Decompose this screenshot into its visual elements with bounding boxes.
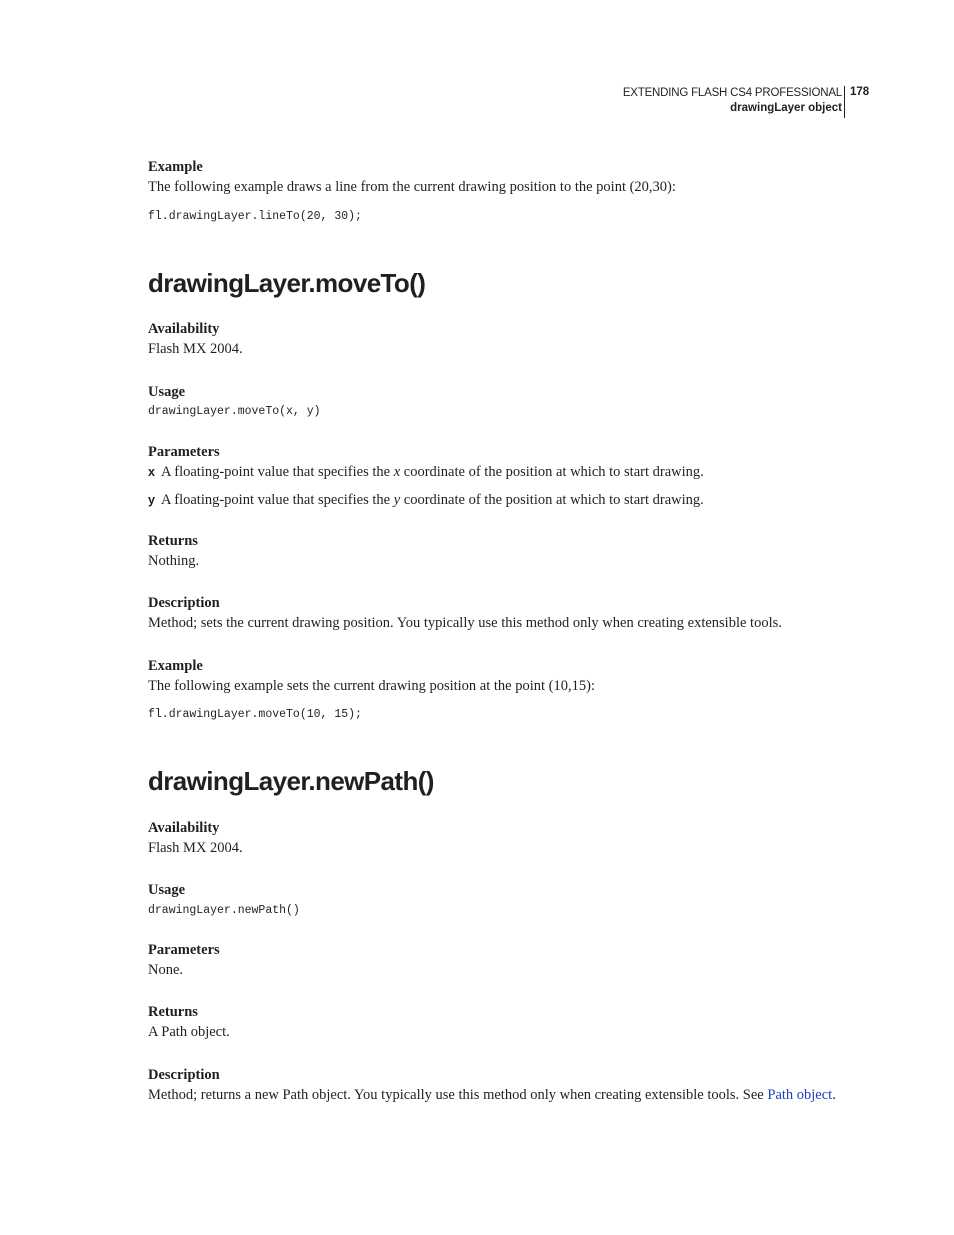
document-title: EXTENDING FLASH CS4 PROFESSIONAL (622, 87, 842, 99)
moveto-returns-label: Returns (148, 533, 198, 549)
newpath-usage-label: Usage (148, 882, 186, 898)
moveto-parameters-label: Parameters (148, 444, 220, 460)
moveto-returns: Nothing. (148, 553, 200, 569)
newpath-description: Method; returns a new Path object. You typically use this method only when creating extensible tools. See Path object. (148, 1087, 836, 1103)
param-name: x (148, 465, 155, 479)
moveto-example-code: fl.drawingLayer.moveTo(10, 15); (148, 708, 362, 721)
moveto-usage-label: Usage (148, 384, 186, 400)
path-object-link[interactable]: Path object (767, 1087, 833, 1103)
moveto-example-label: Example (148, 658, 203, 674)
header-divider (844, 86, 845, 118)
moveto-description: Method; sets the current drawing position. You typically use this method only when creating extensible tools. (148, 615, 782, 631)
lineto-example-label: Example (148, 159, 203, 175)
moveto-availability: Flash MX 2004. (148, 341, 243, 357)
newpath-availability: Flash MX 2004. (148, 840, 243, 856)
lineto-example-code: fl.drawingLayer.lineTo(20, 30); (148, 210, 362, 223)
newpath-returns-label: Returns (148, 1004, 198, 1020)
lineto-example-text: The following example draws a line from the current drawing position to the point (20,30): (148, 179, 676, 195)
moveto-param-x: x A floating-point value that specifies the x coordinate of the position at which to start drawing. (148, 464, 704, 480)
param-name: y (148, 493, 155, 507)
moveto-example-text: The following example sets the current drawing position at the point (10,15): (148, 678, 595, 694)
moveto-param-y: y A floating-point value that specifies the y coordinate of the position at which to start drawing. (148, 492, 704, 508)
section-name: drawingLayer object (730, 102, 842, 114)
newpath-availability-label: Availability (148, 820, 220, 836)
moveto-availability-label: Availability (148, 321, 220, 337)
newpath-usage-code: drawingLayer.newPath() (148, 904, 300, 917)
page-number: 178 (850, 86, 870, 98)
newpath-description-label: Description (148, 1067, 220, 1083)
newpath-parameters: None. (148, 962, 184, 978)
newpath-heading: drawingLayer.newPath() (148, 766, 434, 796)
newpath-returns: A Path object. (148, 1024, 230, 1040)
newpath-parameters-label: Parameters (148, 942, 220, 958)
running-header (623, 86, 842, 116)
moveto-heading: drawingLayer.moveTo() (148, 268, 426, 298)
moveto-usage-code: drawingLayer.moveTo(x, y) (148, 405, 321, 418)
moveto-description-label: Description (148, 595, 220, 611)
